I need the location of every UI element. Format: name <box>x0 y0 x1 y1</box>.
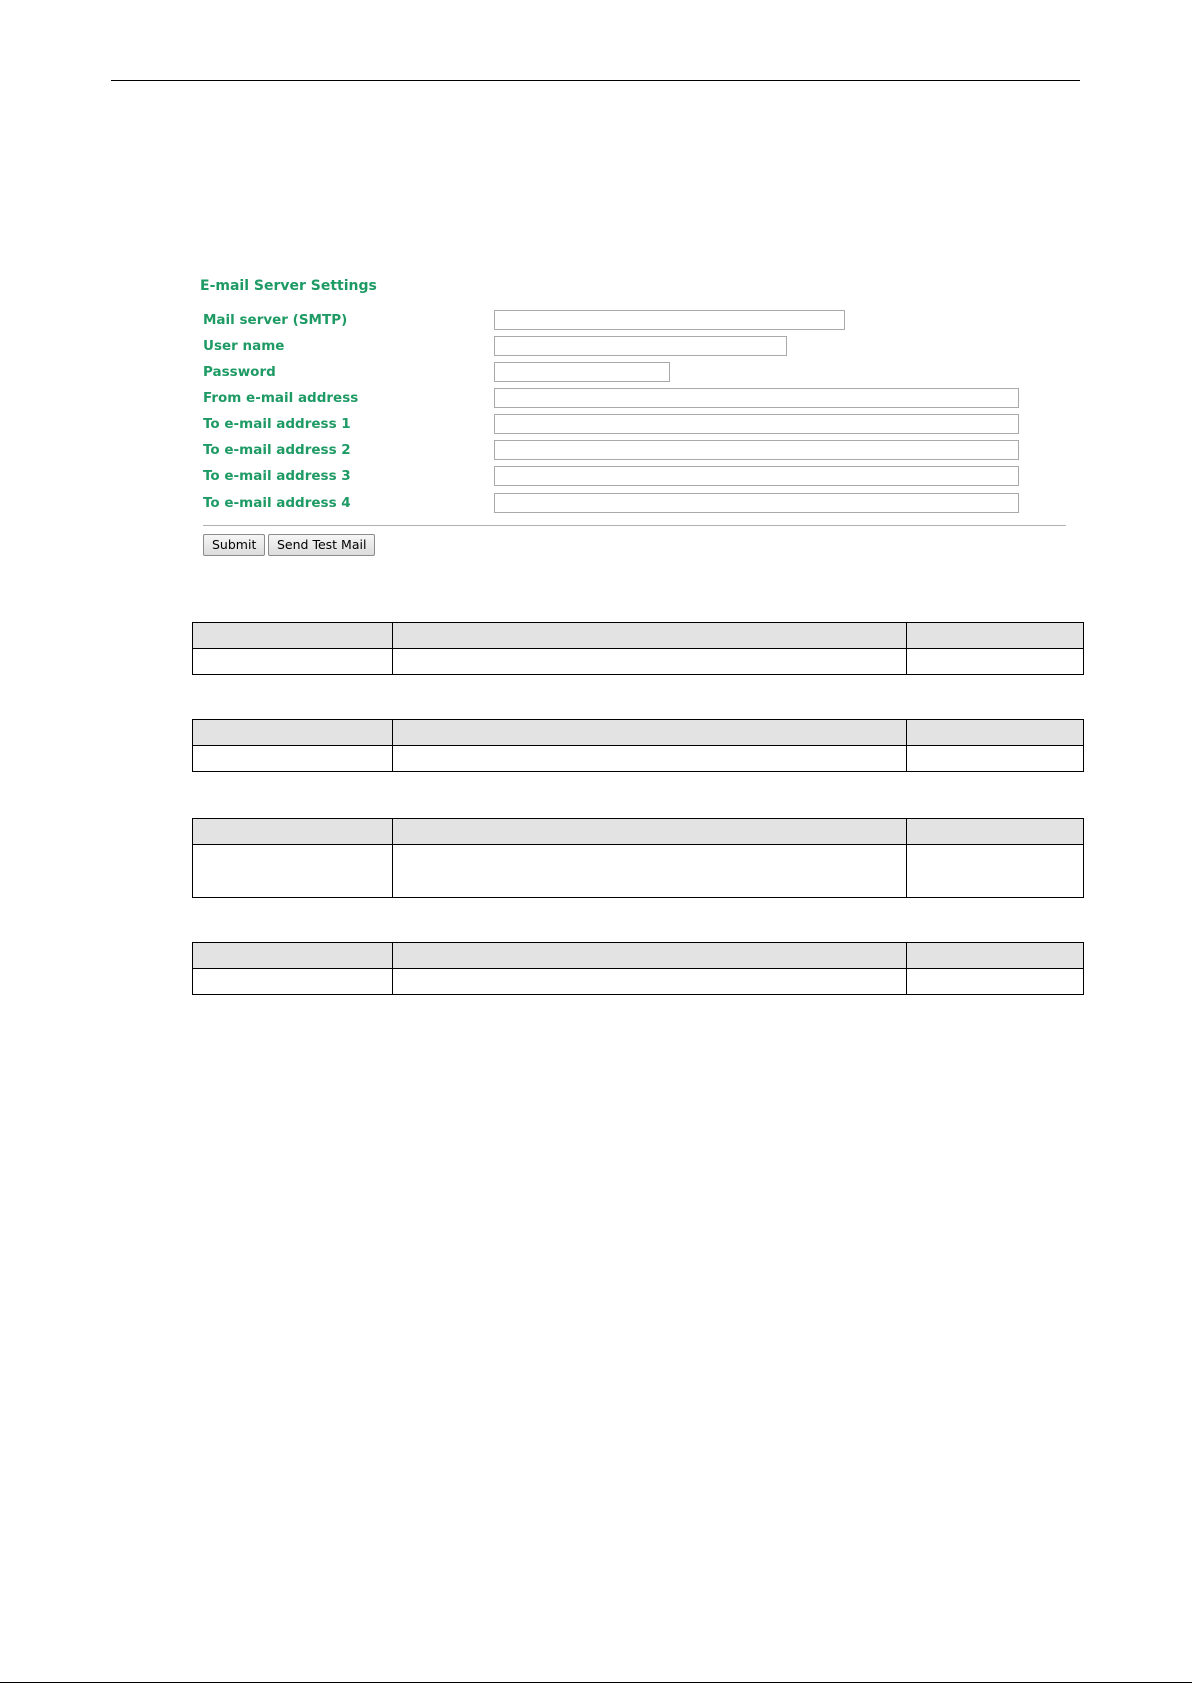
table-header-cell <box>193 720 393 746</box>
table-header-cell <box>393 720 907 746</box>
to-email-4-input[interactable] <box>494 493 1019 513</box>
user-name-input[interactable] <box>494 336 787 356</box>
panel-title: E-mail Server Settings <box>200 278 377 294</box>
table-header-row <box>193 720 1084 746</box>
password-label: Password <box>203 364 276 380</box>
table-cell <box>193 969 393 995</box>
table-cell <box>193 746 393 772</box>
to-email-1-label: To e-mail address 1 <box>203 416 351 432</box>
footer-rule <box>0 1682 1192 1683</box>
to-email-3-label: To e-mail address 3 <box>203 468 351 484</box>
table-header-cell <box>393 623 907 649</box>
mail-server-input[interactable] <box>494 310 845 330</box>
table-cell <box>907 969 1084 995</box>
table-cell <box>193 649 393 675</box>
table-header-row <box>193 819 1084 845</box>
password-input[interactable] <box>494 362 670 382</box>
table-header-row <box>193 623 1084 649</box>
table-cell <box>393 969 907 995</box>
table-row <box>193 845 1084 898</box>
to-email-1-input[interactable] <box>494 414 1019 434</box>
table-header-cell <box>907 623 1084 649</box>
table-cell <box>907 746 1084 772</box>
to-email-2-label: To e-mail address 2 <box>203 442 351 458</box>
table-header-cell <box>193 943 393 969</box>
header-rule <box>111 80 1080 81</box>
table-row <box>193 649 1084 675</box>
to-email-4-label: To e-mail address 4 <box>203 495 351 511</box>
table-cell <box>907 845 1084 898</box>
parameter-table-4 <box>192 942 1084 995</box>
table-header-row <box>193 943 1084 969</box>
parameter-table-3 <box>192 818 1084 898</box>
table-header-cell <box>907 720 1084 746</box>
table-header-cell <box>193 623 393 649</box>
table-header-cell <box>907 943 1084 969</box>
user-name-label: User name <box>203 338 285 354</box>
submit-button[interactable]: Submit <box>203 534 265 556</box>
table-header-cell <box>193 819 393 845</box>
from-email-label: From e-mail address <box>203 390 359 406</box>
table-cell <box>393 649 907 675</box>
table-cell <box>393 746 907 772</box>
table-row <box>193 746 1084 772</box>
table-header-cell <box>907 819 1084 845</box>
table-header-cell <box>393 819 907 845</box>
send-test-mail-button[interactable]: Send Test Mail <box>268 534 375 556</box>
mail-server-label: Mail server (SMTP) <box>203 312 348 328</box>
table-header-cell <box>393 943 907 969</box>
from-email-input[interactable] <box>494 388 1019 408</box>
to-email-3-input[interactable] <box>494 466 1019 486</box>
table-cell <box>393 845 907 898</box>
table-cell <box>193 845 393 898</box>
form-divider <box>203 525 1066 526</box>
parameter-table-2 <box>192 719 1084 772</box>
table-row <box>193 969 1084 995</box>
table-cell <box>907 649 1084 675</box>
to-email-2-input[interactable] <box>494 440 1019 460</box>
parameter-table-1 <box>192 622 1084 675</box>
